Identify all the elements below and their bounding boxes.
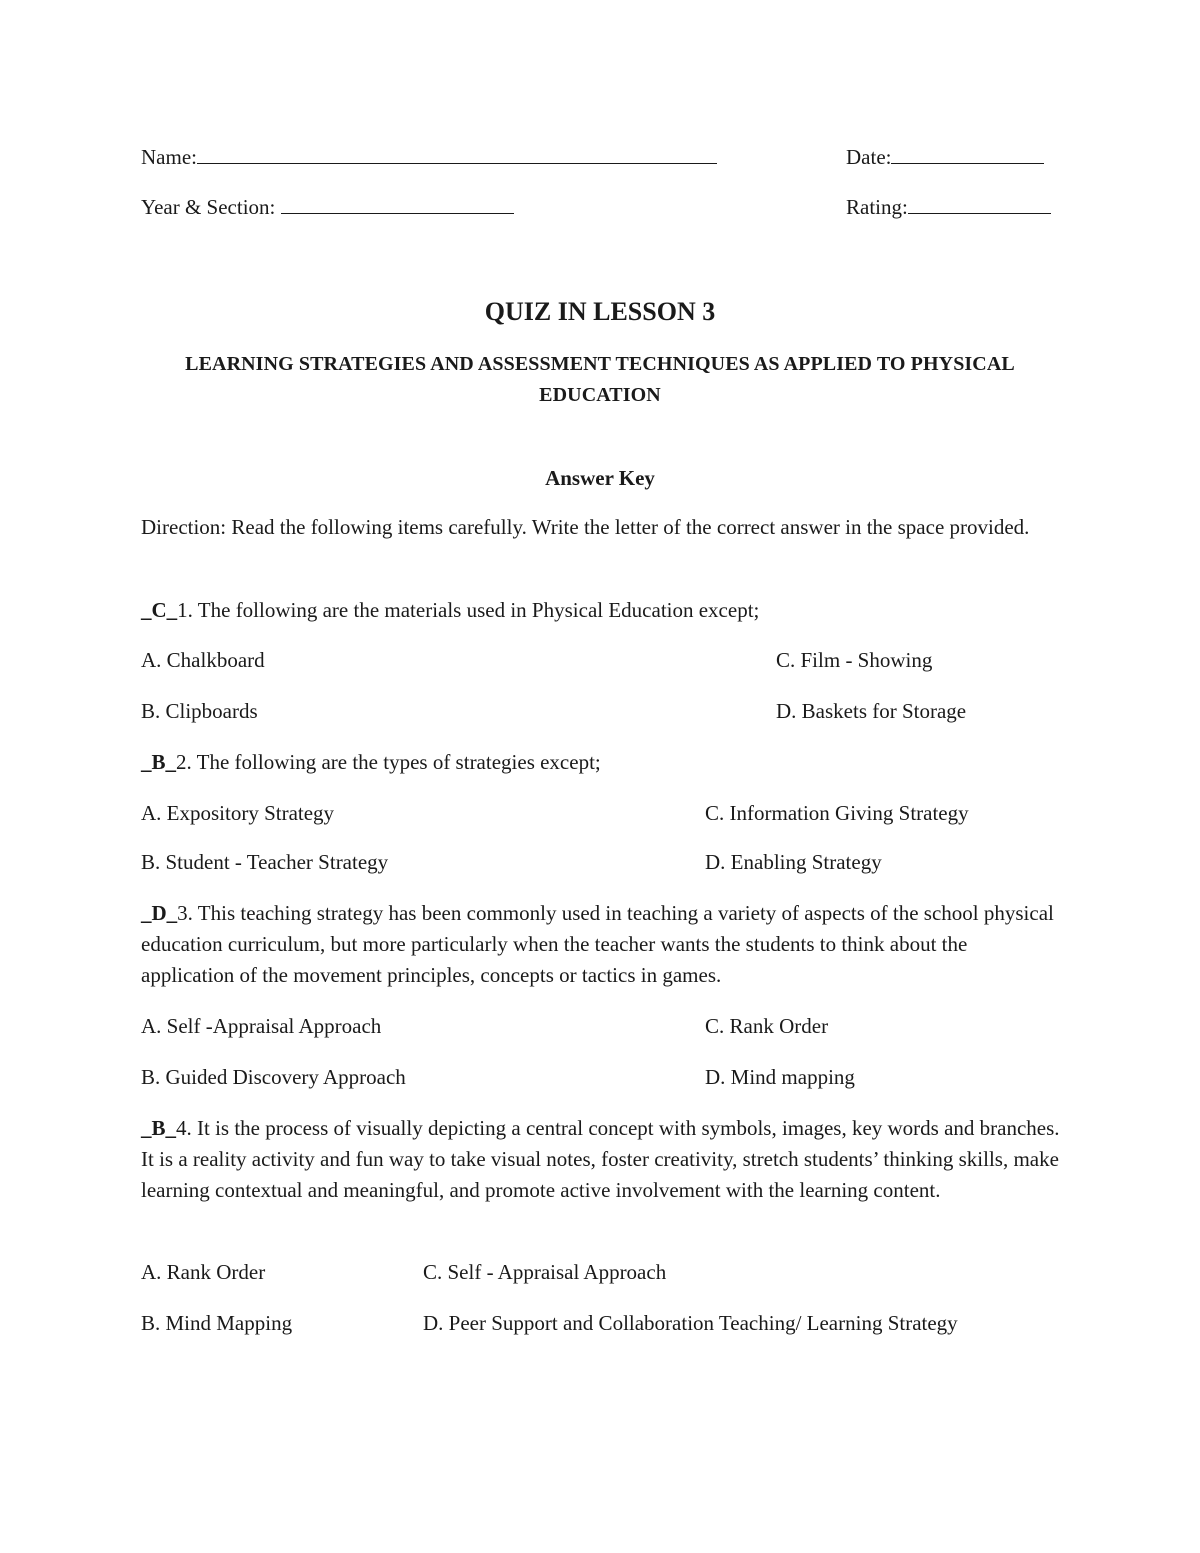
name-field — [141, 145, 717, 169]
name-label: Name: — [141, 145, 197, 169]
year-section-field — [141, 195, 514, 219]
question-3-option-b: B. Guided Discovery Approach — [141, 1065, 406, 1089]
question-4-option-b: B. Mind Mapping — [141, 1311, 293, 1335]
answer-key-heading: Answer Key — [545, 466, 655, 490]
question-1-option-c: C. Film - Showing — [776, 648, 933, 672]
direction-text: Direction: Read the following items carefully. Write the letter of the correct answer in the space provided. — [141, 515, 1030, 539]
rating-label: Rating: — [846, 195, 908, 219]
name-blank — [197, 145, 717, 164]
question-2 — [141, 750, 601, 774]
page-subtitle: LEARNING STRATEGIES AND ASSESSMENT TECHNIQUES AS APPLIED TO PHYSICAL EDUCATION — [185, 353, 1015, 406]
page-title: QUIZ IN LESSON 3 — [484, 297, 716, 326]
date-blank — [891, 145, 1044, 164]
date-field — [846, 145, 1044, 169]
rating-blank — [908, 195, 1051, 214]
question-2-text: 2. The following are the types of strategies except; — [176, 750, 601, 774]
question-3-answer: _D_ — [141, 901, 178, 925]
year-section-blank — [281, 195, 514, 214]
question-1-answer: _C_ — [141, 598, 178, 622]
question-2-option-b: B. Student - Teacher Strategy — [141, 850, 389, 874]
question-2-option-c: C. Information Giving Strategy — [705, 801, 969, 825]
question-3-option-a: A. Self -Appraisal Approach — [141, 1014, 382, 1038]
question-3-text: 3. This teaching strategy has been commonly used in teaching a variety of aspects of the school physical education curriculum, but more particularly when the teacher wants the students to think about the application of the movement principles, concepts or tactics in games. — [141, 901, 1054, 987]
question-1 — [141, 598, 759, 622]
question-4-text: 4. It is the process of visually depicting a central concept with symbols, images, key words and branches. It is a reality activity and fun way to take visual notes, foster creativity, stretch students’ thinking skills, make learning contextual and meaningful, and promote active involvement with the learning content. — [141, 1116, 1060, 1202]
question-2-answer: _B_ — [141, 750, 177, 774]
question-3-option-c: C. Rank Order — [705, 1014, 829, 1038]
question-1-text: 1. The following are the materials used in Physical Education except; — [177, 598, 760, 622]
question-2-option-a: A. Expository Strategy — [141, 801, 335, 825]
question-1-option-b: B. Clipboards — [141, 699, 258, 723]
question-4-option-d: D. Peer Support and Collaboration Teaching/ Learning Strategy — [423, 1311, 958, 1335]
question-1-option-d: D. Baskets for Storage — [776, 699, 967, 723]
question-4 — [141, 1113, 1061, 1206]
year-section-label: Year & Section: — [141, 195, 276, 219]
question-4-answer: _B_ — [141, 1116, 177, 1140]
question-1-option-a: A. Chalkboard — [141, 648, 265, 672]
question-3 — [141, 898, 1061, 991]
question-3-option-d: D. Mind mapping — [705, 1065, 855, 1089]
question-4-option-c: C. Self - Appraisal Approach — [423, 1260, 667, 1284]
rating-field — [846, 195, 1051, 219]
question-4-option-a: A. Rank Order — [141, 1260, 266, 1284]
date-label: Date: — [846, 145, 892, 169]
question-2-option-d: D. Enabling Strategy — [705, 850, 882, 874]
